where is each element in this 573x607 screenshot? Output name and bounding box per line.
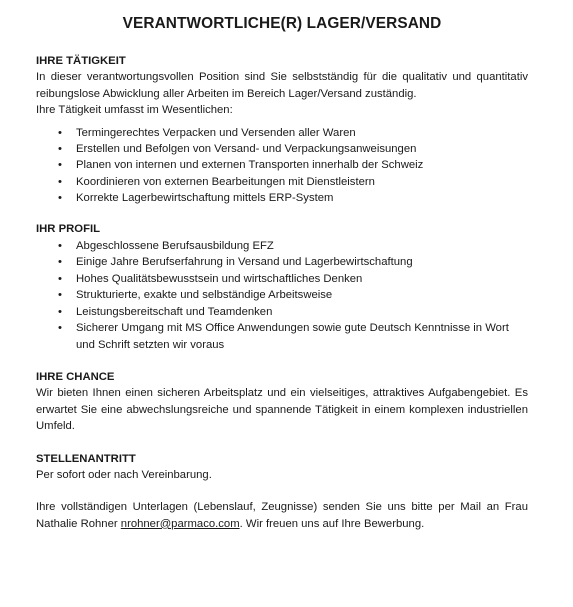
section-taetigkeit [36, 53, 528, 207]
list-item: • Termingerechtes Verpacken und Versenden aller Waren [36, 125, 528, 141]
taetigkeit-lead: Ihre Tätigkeit umfasst im Wesentlichen: [36, 104, 233, 117]
section-heading-taetigkeit: IHRE TÄTIGKEIT [36, 55, 126, 67]
bullet-icon: • [58, 272, 62, 285]
email-link[interactable]: nrohner@parmaco.com [120, 517, 240, 530]
section-profil [36, 221, 528, 353]
taetigkeit-list [36, 125, 528, 207]
stellenantritt-text: Per sofort oder nach Vereinbarung. [36, 468, 212, 481]
bullet-icon: • [58, 192, 62, 205]
list-item: • Koordinieren von externen Bearbeitungen mit Dienstleistern [36, 174, 528, 190]
bullet-icon: • [58, 305, 62, 318]
list-item: • Leistungsbereitschaft und Teamdenken [36, 304, 528, 320]
list-item: • Hohes Qualitätsbewusstsein und wirtschaftliches Denken [36, 271, 528, 287]
profil-list [36, 238, 528, 353]
list-item: • Abgeschlossene Berufsausbildung EFZ [36, 238, 528, 254]
bullet-icon: • [58, 126, 62, 139]
bullet-icon: • [58, 159, 62, 172]
list-item: • Korrekte Lagerbewirtschaftung mittels ERP-System [36, 190, 528, 206]
list-item: • Strukturierte, exakte und selbständige Arbeitsweise [36, 287, 528, 303]
taetigkeit-intro: In dieser verantwortungsvollen Position sind Sie selbstständig für die qualitativ und quantitativ reibungslose Abwicklung aller Arbeiten im Bereich Lager/Versand zuständig. [36, 71, 528, 100]
bullet-icon: • [58, 256, 62, 269]
section-heading-profil: IHR PROFIL [36, 222, 101, 235]
list-item: • Planen von internen und externen Transporten innerhalb der Schweiz [36, 157, 528, 173]
document-title: VERANTWORTLICHE(R) LAGER/VERSAND [122, 15, 442, 32]
list-item: • Sicherer Umgang mit MS Office Anwendungen sowie gute Deutsch Kenntnisse in Wort und Schrift setzten wir voraus [58, 322, 509, 351]
bullet-icon: • [58, 143, 62, 156]
section-stellenantritt [36, 451, 528, 484]
chance-text: Wir bieten Ihnen einen sicheren Arbeitsplatz und ein vielseitiges, attraktives Aufgabengebiet. Es erwartet Sie eine abwechslungsreiche und spannende Tätigkeit in einem komplexen industriellen Umfeld. [36, 387, 528, 433]
list-item: • Einige Jahre Berufserfahrung in Versand und Lagerbewirtschaftung [36, 254, 528, 270]
section-heading-chance: IHRE CHANCE [36, 370, 115, 383]
section-closing [36, 499, 528, 532]
bullet-icon: • [58, 289, 62, 302]
bullet-icon: • [58, 322, 62, 335]
list-item: • Erstellen und Befolgen von Versand- und Verpackungsanweisungen [36, 141, 528, 157]
job-posting-document [0, 14, 573, 607]
section-heading-stellenantritt: STELLENANTRITT [36, 452, 136, 465]
section-chance [36, 369, 528, 435]
bullet-icon: • [58, 175, 62, 188]
closing-paragraph: Ihre vollständigen Unterlagen (Lebenslauf, Zeugnisse) senden Sie uns bitte per Mail an Frau Nathalie Rohner nrohner@parmaco.com. Wir freuen uns auf Ihre Bewerbung. [36, 501, 528, 530]
bullet-icon: • [58, 240, 62, 253]
